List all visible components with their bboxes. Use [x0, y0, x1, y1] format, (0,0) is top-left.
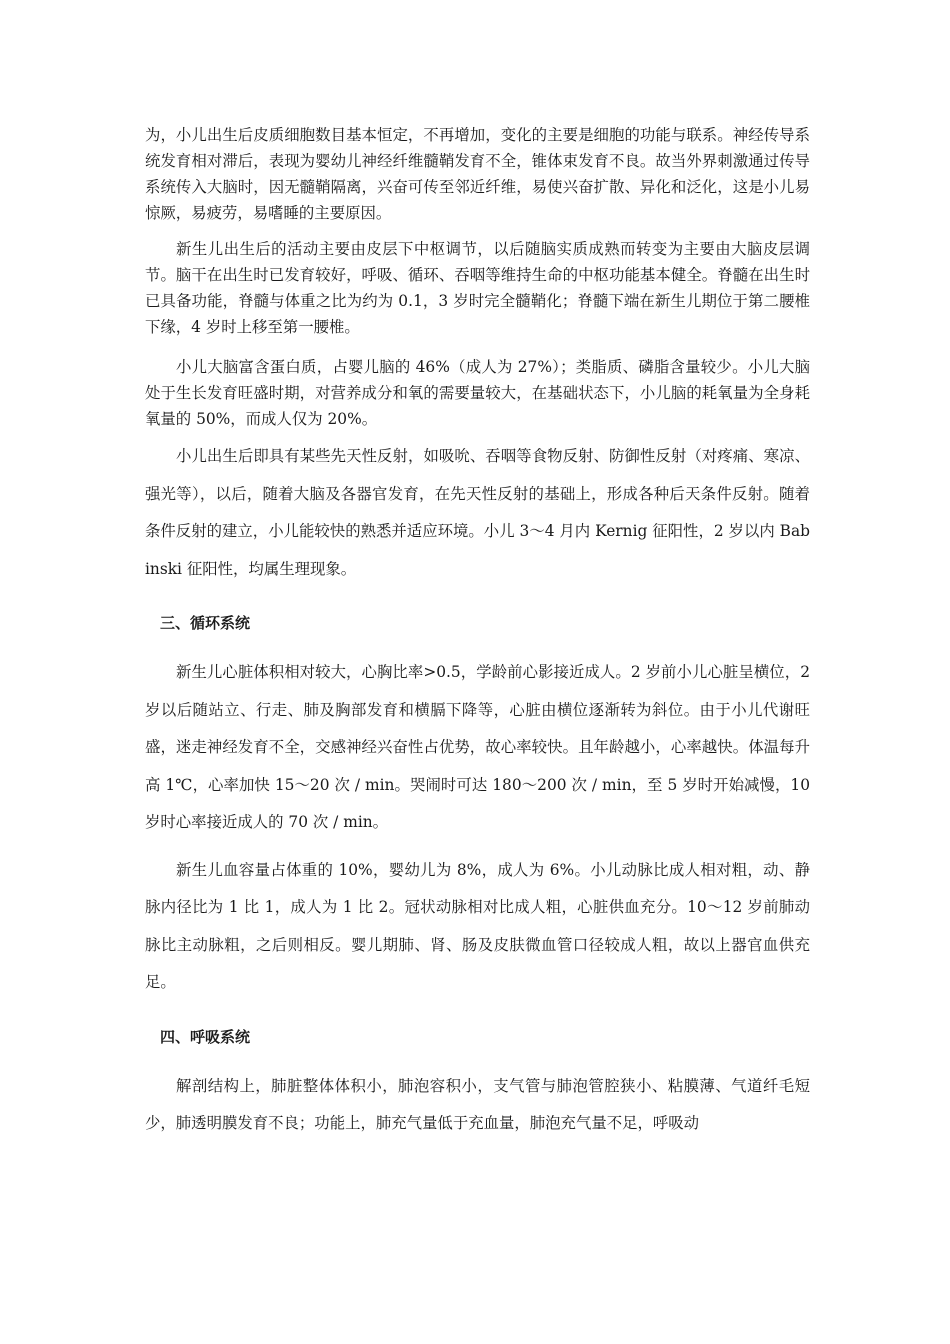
paragraph-reflexes: 小儿出生后即具有某些先天性反射，如吸吮、吞咽等食物反射、防御性反射（对疼痛、寒凉、强光等），以后，随着大脑及各器官发育，在先天性反射的基础上，形成各种后天条件反射。随着条件反射的建立，小儿能较快的熟悉并适应环境。小儿 3～4 月内 Kernig 征阳性，2 岁以内 Babinski 征阳性，均属生理现象。 [145, 447, 810, 578]
paragraph-cortex-development: 为，小儿出生后皮质细胞数目基本恒定，不再增加，变化的主要是细胞的功能与联系。神经传导系统发育相对滞后，表现为婴幼儿神经纤维髓鞘发育不全，锥体束发育不良。故当外界刺激通过传导系统传入大脑时，因无髓鞘隔离，兴奋可传至邻近纤维，易使兴奋扩散、异化和泛化，这是小儿易惊厥，易疲劳，易嗜睡的主要原因。 [145, 126, 810, 222]
paragraph-lung-anatomy: 解剖结构上，肺脏整体体积小，肺泡容积小，支气管与肺泡管腔狭小、粘膜薄、气道纤毛短少，肺透明膜发育不良；功能上，肺充气量低于充血量，肺泡充气量不足，呼吸动 [145, 1076, 810, 1132]
paragraph-newborn-activity: 新生儿出生后的活动主要由皮层下中枢调节，以后随脑实质成熟而转变为主要由大脑皮层调节。脑干在出生时已发育较好，呼吸、循环、吞咽等维持生命的中枢功能基本健全。脊髓在出生时已具备功能，脊髓与体重之比为约为 0.1，3 岁时完全髓鞘化；脊髓下端在新生儿期位于第二腰椎下缘，4 岁时上移至第一腰椎。 [145, 240, 810, 336]
paragraph-heart: 新生儿心脏体积相对较大，心胸比率>0.5，学龄前心影接近成人。2 岁前小儿心脏呈横位，2 岁以后随站立、行走、肺及胸部发育和横膈下降等，心脏由横位逐渐转为斜位。由于小儿代谢旺盛，迷走神经发育不全，交感神经兴奋性占优势，故心率较快。且年龄越小，心率越快。体温每升高 1℃，心率加快 15～20 次 / min。哭闹时可达 180～200 次 / min，至 5 岁时开始减慢，10 岁时心率接近成人的 70 次 / min。 [145, 663, 810, 831]
document-page [145, 122, 810, 1143]
paragraph-blood-volume: 新生儿血容量占体重的 10%，婴幼儿为 8%，成人为 6%。小儿动脉比成人相对粗，动、静脉内径比为 1 比 1，成人为 1 比 2。冠状动脉相对比成人粗，心脏供血充分。10～12 岁前肺动脉比主动脉粗，之后则相反。婴儿期肺、肾、肠及皮肤微血管口径较成人粗，故以上器官血供充足。 [145, 860, 810, 991]
section-heading-circulatory: 三、循环系统 [160, 614, 251, 632]
section-heading-respiratory: 四、呼吸系统 [160, 1027, 251, 1046]
paragraph-brain-composition: 小儿大脑富含蛋白质，占婴儿脑的 46%（成人为 27%）；类脂质、磷脂含量较少。小儿大脑处于生长发育旺盛时期，对营养成分和氧的需要量较大，在基础状态下，小儿脑的耗氧量为全身耗氧量的 50%，而成人仅为 20%。 [145, 358, 810, 428]
